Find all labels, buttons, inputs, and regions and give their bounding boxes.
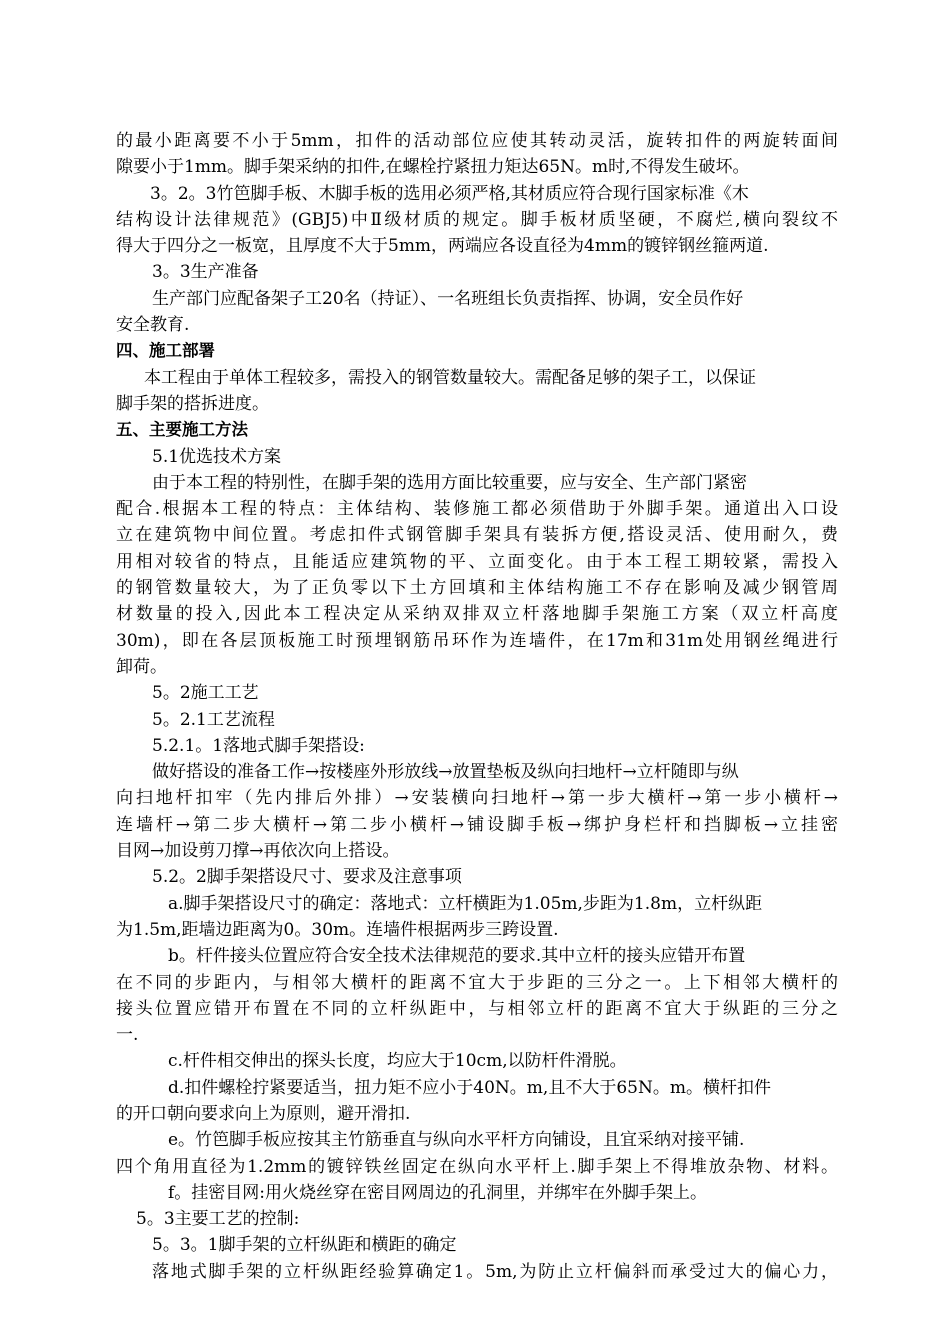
text-line: 隙要小于1mm。脚手架采纳的扣件,在螺栓拧紧扭力矩达65N。m时,不得发生破坏。 <box>116 157 750 178</box>
text-line: b。杆件接头位置应符合安全技术法律规范的要求.其中立杆的接头应错开布置 <box>168 946 746 967</box>
text-line: 30m)，即在各层顶板施工时预埋钢筋吊环作为连墙件，在17m和31m处用钢丝绳进行 <box>116 630 838 651</box>
document-body <box>116 128 838 1285</box>
text-line: 在不同的步距内，与相邻大横杆的距离不宜大于步距的三分之一。上下相邻大横杆的 <box>116 972 838 993</box>
text-line: 一. <box>116 1025 139 1046</box>
text-line: c.杆件相交伸出的探头长度，均应大于10cm,以防杆件滑脱。 <box>168 1051 627 1072</box>
section-subheading: 3。3生产准备 <box>152 262 259 283</box>
text-line: 目网→加设剪刀撑→再依次向上搭设。 <box>116 841 400 862</box>
section-subheading: 5。2施工工艺 <box>152 683 259 704</box>
section-heading: 五、主要施工方法 <box>116 420 248 440</box>
text-line: 卸荷。 <box>116 656 167 677</box>
text-line: e。竹笆脚手板应按其主竹筋垂直与纵向水平杆方向铺设，且宜采纳对接平铺. <box>168 1130 745 1151</box>
text-line: f。挂密目网:用火烧丝穿在密目网周边的孔洞里，并绑牢在外脚手架上。 <box>168 1182 708 1203</box>
text-line: 四个角用直径为1.2mm的镀锌铁丝固定在纵向水平杆上.脚手架上不得堆放杂物、材料。 <box>116 1156 838 1177</box>
text-line: 配合.根据本工程的特点：主体结构、装修施工都必须借助于外脚手架。通道出入口设 <box>116 499 838 520</box>
section-subheading: 5。2.1工艺流程 <box>152 709 275 730</box>
text-line: 脚手架的搭拆进度。 <box>116 393 269 414</box>
text-line: 向扫地杆扣牢（先内排后外排）→安装横向扫地杆→第一步大横杆→第一步小横杆→ <box>116 788 838 809</box>
text-line: 由于本工程的特别性，在脚手架的选用方面比较重要，应与安全、生产部门紧密 <box>152 472 747 493</box>
text-line: 的开口朝向要求向上为原则，避开滑扣. <box>116 1103 411 1124</box>
section-subheading: 5。3。1脚手架的立杆纵距和横距的确定 <box>152 1235 457 1256</box>
text-line: 做好搭设的准备工作→按楼座外形放线→放置垫板及纵向扫地杆→立杆随即与纵 <box>152 762 739 783</box>
text-line: 本工程由于单体工程较多，需投入的钢管数量较大。需配备足够的架子工，以保证 <box>144 367 756 388</box>
text-line: 为1.5m,距墙边距离为0。30m。连墙件根据两步三跨设置. <box>116 919 559 940</box>
text-line: 立在建筑物中间位置。考虑扣件式钢管脚手架具有装拆方便,搭设灵活、使用耐久，费 <box>116 525 838 546</box>
section-subheading: 5.1优选技术方案 <box>152 446 282 467</box>
text-line: 材数量的投入,因此本工程决定从采纳双排双立杆落地脚手架施工方案（双立杆高度 <box>116 604 838 625</box>
text-line: 用相对较省的特点，且能适应建筑物的平、立面变化。由于本工程工期较紧，需投入 <box>116 551 838 572</box>
text-line: 的最小距离要不小于5mm，扣件的活动部位应使其转动灵活，旋转扣件的两旋转面间 <box>116 131 838 151</box>
section-subheading: 5。3主要工艺的控制: <box>136 1209 300 1230</box>
text-line: 落地式脚手架的立杆纵距经验算确定1。5m,为防止立杆偏斜而承受过大的偏心力， <box>152 1261 838 1282</box>
text-line: 得大于四分之一板宽，且厚度不大于5mm，两端应各设直径为4mm的镀锌钢丝箍两道. <box>116 236 769 257</box>
text-line: 的钢管数量较大，为了正负零以下土方回填和主体结构施工不存在影响及减少钢管周 <box>116 578 838 599</box>
section-subheading: 5.2.1。1落地式脚手架搭设: <box>152 735 365 756</box>
section-heading: 四、施工部署 <box>116 341 215 361</box>
text-line: 结构设计法律规范》(GBJ5)中Ⅱ级材质的规定。脚手板材质坚硬，不腐烂,横向裂纹不 <box>116 209 838 230</box>
text-line: a.脚手架搭设尺寸的确定：落地式：立杆横距为1.05m,步距为1.8m，立杆纵距 <box>168 893 763 914</box>
text-line: 连墙杆→第二步大横杆→第二步小横杆→铺设脚手板→绑护身栏杆和挡脚板→立挂密 <box>116 814 838 835</box>
text-line: 3。2。3竹笆脚手板、木脚手板的选用必须严格,其材质应符合现行国家标准《木 <box>150 183 749 204</box>
text-line: 接头位置应错开布置在不同的立杆纵距中，与相邻立杆的距离不宜大于纵距的三分之 <box>116 998 838 1019</box>
section-subheading: 5.2。2脚手架搭设尺寸、要求及注意事项 <box>152 867 462 888</box>
text-line: 安全教育. <box>116 315 190 336</box>
text-line: d.扣件螺栓拧紧要适当，扭力矩不应小于40N。m,且不大于65N。m。横杆扣件 <box>168 1077 771 1098</box>
text-line: 生产部门应配备架子工20名（持证）、一名班组长负责指挥、协调，安全员作好 <box>152 288 744 309</box>
